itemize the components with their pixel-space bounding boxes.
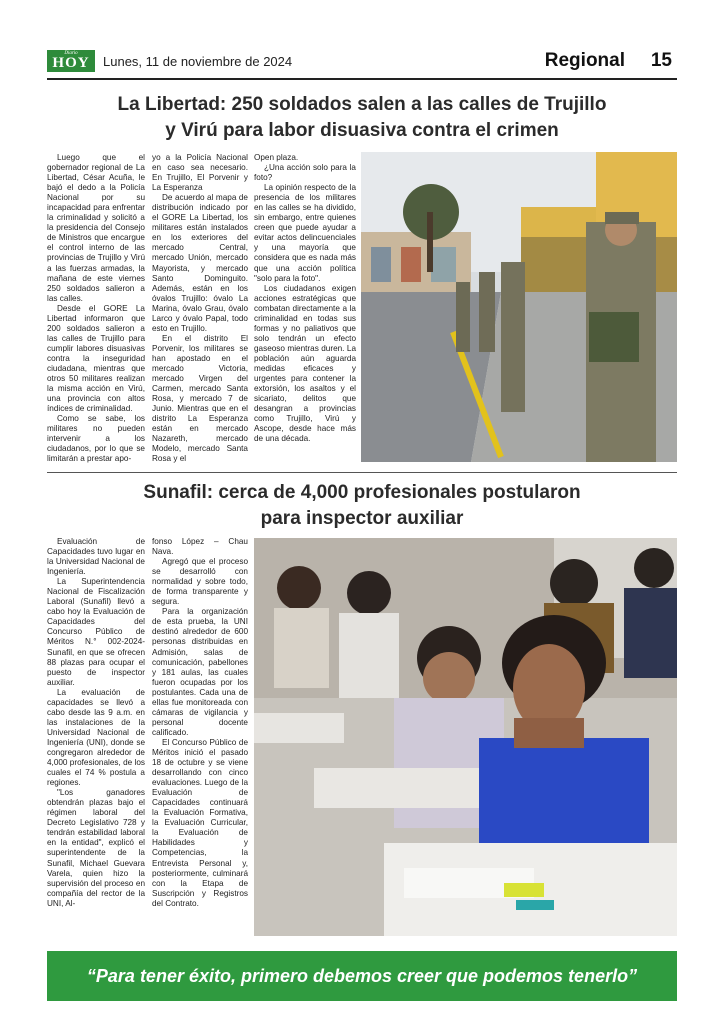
article1-column-3 (254, 153, 356, 444)
paragraph: El Concurso Público de Méritos inició el pasado 18 de octubre y se viene desarrollando con cinco evaluaciones. Luego de la Evaluación de Capacidades continuará la Evaluación Formativa, la Evaluación Curricular, la Evaluación de Habilidades y Competencias, la Entrevista Personal y, posteriormente, culminará con la Etapa de Suscripción y Registros del Contrato. (152, 737, 248, 908)
quote-banner: “Para tener éxito, primero debemos creer que podemos tenerlo” (47, 951, 677, 1001)
logo-small-text: Diario (64, 51, 78, 56)
article2-column-2 (152, 537, 248, 909)
article1-column-2 (152, 153, 248, 464)
article1-headline (47, 92, 677, 144)
article1-headline-line1: La Libertad: 250 soldados salen a las calles de Trujillo (117, 94, 607, 115)
paragraph: Agregó que el proceso se desarrolló con normalidad y sobre todo, de forma transparente y segura. (152, 557, 248, 607)
subheading: ¿Una acción solo para la foto? (254, 163, 356, 183)
paragraph: Los ciudadanos exigen acciones estratégicas que combatan directamente a la criminalidad en todas sus formas y no paliativos que solo tendrán un efecto gaseoso mientras duren. La población aún aguarda medidas eficaces y urgentes para contener la extorsión, los asaltos y el sicariato, delitos que desangran a provincias como Trujillo, Virú y Ascope, desde hace más de una década. (254, 283, 356, 444)
paragraph: Evaluación de Capacidades tuvo lugar en la Universidad Nacional de Ingeniería. (47, 537, 145, 577)
issue-date: Lunes, 11 de noviembre de 2024 (103, 54, 293, 69)
paragraph: Desde el GORE La Libertad informaron que 200 soldados salieron a las calles de Trujillo para cumplir labores disuasivas contra la inseguridad ciudadana, mientras que otros 50 militares realizan la misma acción en Virú, una provincia con altos índices de criminalidad. (47, 303, 145, 414)
article2-headline (47, 480, 677, 532)
paragraph: Luego que el gobernador regional de La Libertad, César Acuña, le bajó el dedo a la Policía Nacional por su incapacidad para enfrentar la criminalidad y solicitó a la presidencia del Consejo de Ministros que encargue el control interno de las provincias de Trujillo y Virú a las fuerzas armadas, la mañana de este viernes 250 soldados salieron a las calles. (47, 153, 145, 303)
page-header (47, 48, 677, 80)
paragraph: Como se sabe, los militares no pueden intervenir a los ciudadanos, por lo que se limitarán a prestar apo- (47, 414, 145, 464)
article1-column-1 (47, 153, 145, 464)
paragraph: La evaluación de capacidades se llevó a cabo desde las 9 a.m. en las instalaciones de la Universidad Nacional de Ingeniería (UNI), donde se congregaron alrededor de 4,000 profesionales, de los cuales el 74 % postula a regiones. (47, 687, 145, 788)
paragraph: Open plaza. (254, 153, 299, 162)
newspaper-logo (47, 50, 95, 72)
paragraph: Para la organización de esta prueba, la UNI destinó alrededor de 600 personas distribuidas en Admisión, salas de comunicación, pabellones y 181 aulas, las cuales fueron ocupadas por los postulantes. Cada una de ellas fue monitoreada con cámaras de vigilancia y personal docente calificado. (152, 607, 248, 737)
paragraph: De acuerdo al mapa de distribución indicado por el GORE La Libertad, los militares están instalados en los exteriores del mercado Central, mercado Unión, mercado Mayorista, y mercado Santo Dominguito. Además, están en los óvalos Trujillo: óvalo La Marina, óvalo Grau, óvalo Larco y óvalo Papal, todo esto en Trujillo. (152, 193, 248, 333)
paragraph: "Los ganadores obtendrán plazas bajo el régimen laboral del Decreto Legislativo 728 y tendrán estabilidad laboral en la entidad", explicó el superintendente de la Sunafil, Michael Guevara Varela, quien hizo la supervisión del proceso en compañía del rector de la UNI, Al- (47, 788, 145, 908)
soldiers-street-photo (361, 152, 677, 462)
logo-name: HOY (52, 55, 90, 71)
paragraph: La Superintendencia Nacional de Fiscalización Laboral (Sunafil) llevó a cabo hoy la Evaluación de Capacidades del Concurso Público de Méritos N.° 002-2024-Sunafil, en que se ofrecen 88 plazas para ocupar el puesto de inspector auxiliar. (47, 577, 145, 687)
header-rule (47, 78, 677, 80)
article-divider (47, 472, 677, 473)
section-name: Regional (544, 50, 625, 71)
article2-column-1 (47, 537, 145, 909)
article2-headline-line1: Sunafil: cerca de 4,000 profesionales postularon (143, 482, 581, 503)
exam-classroom-photo (254, 538, 677, 936)
page-number: 15 (650, 50, 672, 71)
paragraph: En el distrito El Porvenir, los militares se han apostado en el mercado Victoria, mercado Virgen del Carmen, mercado Santa Rosa, y mercado 7 de Junio. Mientras que en el distrito La Esperanza están en mercado Nazareth, mercado Modelo, mercado Santa Rosa y el (152, 333, 248, 464)
article1-headline-line2: y Virú para labor disuasiva contra el crimen (165, 120, 559, 141)
paragraph: yo a la Policía Nacional en caso sea necesario. En Trujillo, El Porvenir y La Esperanza (152, 153, 248, 193)
article2-headline-line2: para inspector auxiliar (260, 508, 464, 529)
paragraph: fonso López – Chau Nava. (152, 537, 248, 557)
paragraph: La opinión respecto de la presencia de los militares en las calles se ha dividido, sin embargo, entre quienes creen que puede ayudar a evitar actos delincuenciales y una mayoría que considera que es nada más que una acción política "solo para la foto". (254, 183, 356, 283)
